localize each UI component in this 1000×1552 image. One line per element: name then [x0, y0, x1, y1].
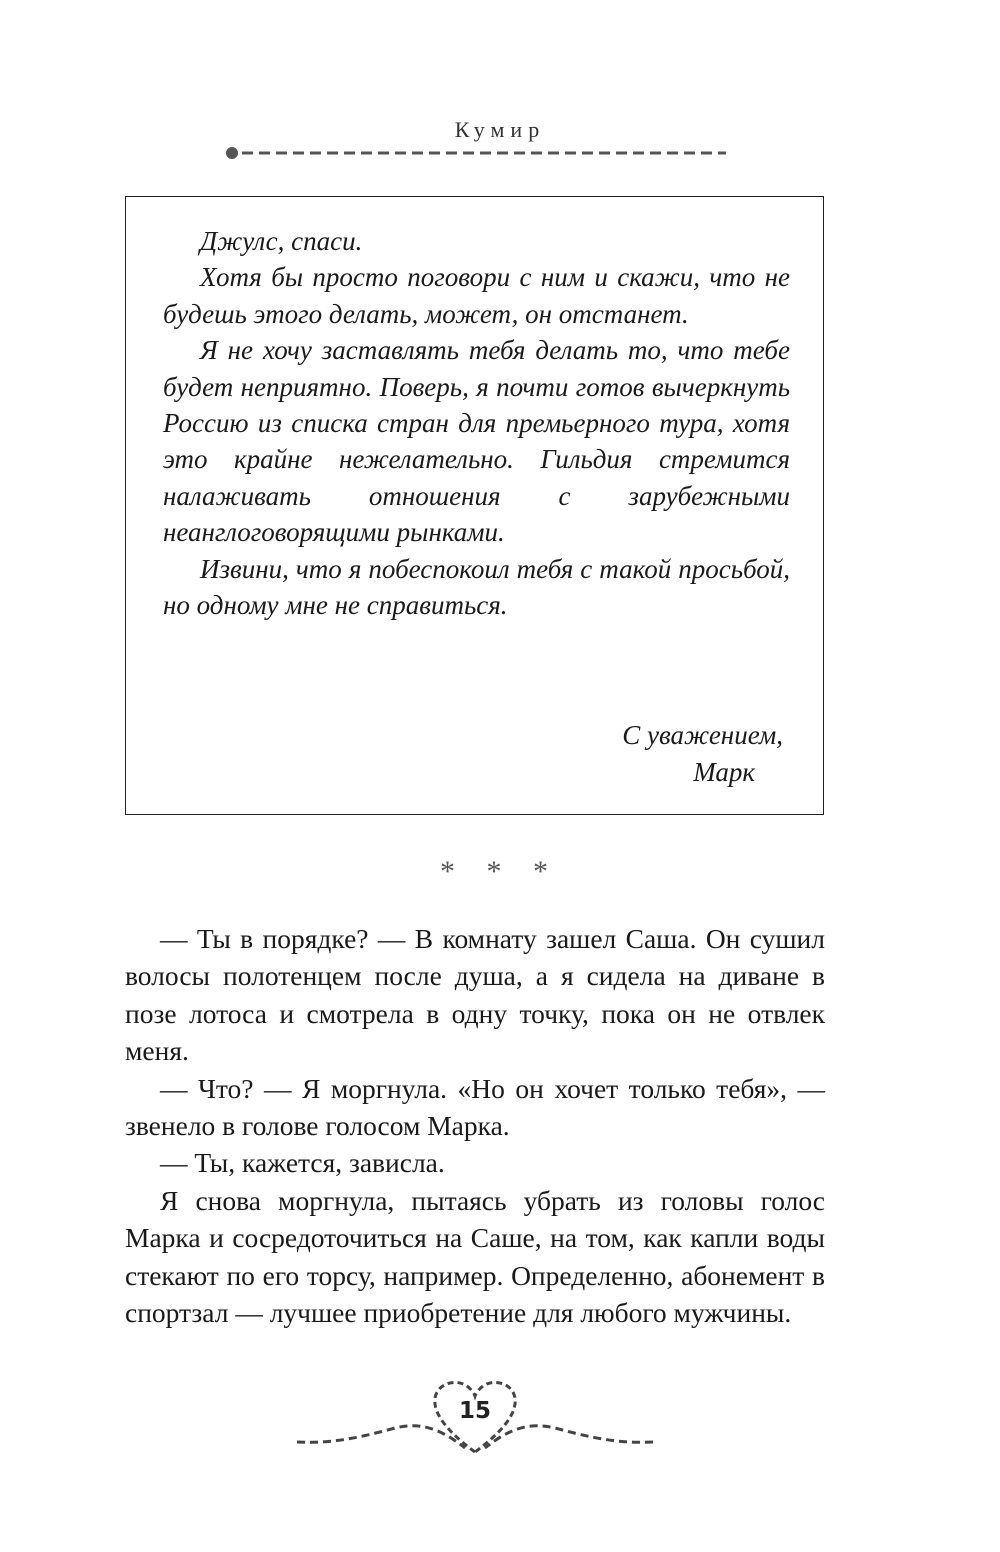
header-dotted-rule — [224, 145, 729, 161]
letter-paragraph: Хотя бы просто поговори с ним и скажи, что не будешь этого делать, может, он отстанет. — [163, 262, 790, 329]
body-paragraph: — Что? — Я моргнула. «Но он хочет только тебя», — звенело в голове голосом Марка. — [125, 1072, 825, 1142]
letter-signature-block — [622, 717, 783, 791]
letter-paragraph: Джулс, спаси. — [200, 226, 363, 256]
running-title: Кумир — [454, 117, 546, 142]
letter-closing: С уважением, — [622, 720, 783, 750]
letter-signature: Марк — [693, 757, 755, 787]
page-number: 15 — [458, 1398, 491, 1424]
body-paragraph: — Ты в порядке? — В комнату зашел Саша. Он сушил волосы полотенцем после душа, а я сидела на диване в позе лотоса и смотрела в одну точку, пока он не отвлек меня. — [125, 923, 825, 1067]
letter-box — [125, 196, 824, 815]
letter-paragraph: Я не хочу заставлять тебя делать то, что тебе будет неприятно. Поверь, я почти готов вычеркнуть Россию из списка стран для премьерного тура, хотя это крайне нежелательно. Гильдия стремится налаживать отношения с зарубежными неанглоговорящими рынками. — [163, 335, 790, 548]
body-text — [125, 920, 825, 1331]
letter-paragraph: Извини, что я побеспокоил тебя с такой просьбой, но одному мне не справиться. — [163, 553, 790, 621]
letter-text — [163, 223, 790, 623]
body-paragraph: Я снова моргнула, пытаясь убрать из головы голос Марка и сосредоточиться на Саше, на том, как капли воды стекают по его торсу, например. Определенно, абонемент в спортзал — лучшее приобретение для любого мужчины. — [125, 1184, 825, 1329]
body-paragraph: — Ты, кажется, зависла. — [160, 1147, 445, 1179]
section-separator: * * * — [440, 855, 560, 888]
